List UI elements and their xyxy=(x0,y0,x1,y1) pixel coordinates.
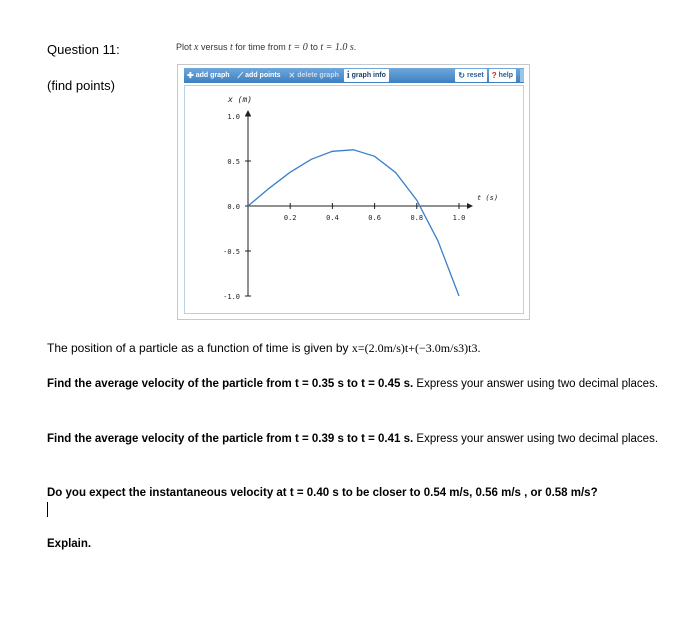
x-axis-arrow-icon xyxy=(467,203,473,209)
x-axis-label: t (s) xyxy=(477,194,499,202)
help-label: help xyxy=(498,72,513,79)
position-time-graph xyxy=(185,86,523,313)
add-points-button[interactable] xyxy=(235,69,284,82)
q1-rest: Express your answer using two decimal places. xyxy=(413,378,659,390)
y-tick-label: 1.0 xyxy=(227,113,240,121)
add-graph-button[interactable] xyxy=(184,69,233,82)
reset-button[interactable] xyxy=(455,69,486,82)
help-icon: ? xyxy=(491,71,497,80)
info-icon: i xyxy=(346,70,350,81)
q1-bold: Find the average velocity of the particle from t = 0.35 s to t = 0.45 s. xyxy=(47,378,414,390)
prompt-expr1: t = 0 xyxy=(288,42,308,53)
prompt-mid3: to xyxy=(307,42,321,52)
x-tick-label: 0.6 xyxy=(368,214,381,222)
graph-prompt xyxy=(176,42,356,53)
question-title: Question 11: xyxy=(47,42,120,57)
y-tick-label: 0.5 xyxy=(227,158,240,166)
help-button[interactable] xyxy=(489,69,516,82)
reset-icon: ↻ xyxy=(458,71,465,80)
prompt-t: t xyxy=(229,42,233,53)
position-equation: x=(2.0m/s)t+(−3.0m/s3)t3. xyxy=(351,341,481,355)
question-subtitle: (find points) xyxy=(47,78,115,93)
delete-icon: ✕ xyxy=(288,71,296,80)
x-tick-label: 0.8 xyxy=(410,214,424,222)
position-curve xyxy=(248,150,459,296)
q2-rest: Express your answer using two decimal places. xyxy=(413,433,659,445)
toolbar-grip-icon[interactable] xyxy=(520,69,524,82)
toolbar-right-group xyxy=(455,69,524,82)
plus-icon: ✚ xyxy=(187,71,194,80)
graph-info-label: graph info xyxy=(351,72,386,79)
question-part-3 xyxy=(47,486,667,501)
x-tick-label: 0.4 xyxy=(326,214,339,222)
add-graph-label: add graph xyxy=(195,72,230,79)
prompt-expr2: t = 1.0 s xyxy=(320,42,354,53)
add-points-label: add points xyxy=(245,72,281,79)
plot-area[interactable] xyxy=(184,85,524,314)
prompt-var: x xyxy=(194,42,199,53)
question-part-2 xyxy=(47,432,667,447)
explain-label: Explain. xyxy=(47,538,92,550)
x-tick-label: 1.0 xyxy=(452,214,466,222)
y-axis-label: x (m) xyxy=(228,95,253,104)
problem-statement xyxy=(47,341,480,356)
q2-bold: Find the average velocity of the particle from t = 0.39 s to t = 0.41 s. xyxy=(47,433,414,445)
text-cursor xyxy=(47,502,48,517)
y-tick-label: -1.0 xyxy=(223,293,240,301)
graph-widget xyxy=(177,64,530,320)
prompt-pre: Plot xyxy=(176,42,195,52)
line-chart-icon: ⟋ xyxy=(237,70,244,80)
reset-label: reset xyxy=(466,72,484,79)
graph-toolbar xyxy=(184,68,524,83)
delete-graph-label: delete graph xyxy=(297,72,339,79)
y-axis-arrow-icon xyxy=(245,110,251,116)
prompt-mid: versus xyxy=(198,42,230,52)
statement-text: The position of a particle as a function of time is given by xyxy=(47,341,352,355)
y-tick-label: 0.0 xyxy=(227,203,240,211)
prompt-mid2: for time from xyxy=(232,42,289,52)
question-part-1 xyxy=(47,377,667,392)
delete-graph-button[interactable] xyxy=(286,69,342,82)
prompt-post: . xyxy=(353,42,357,52)
q3-text: Do you expect the instantaneous velocity at t = 0.40 s to be closer to 0.54 m/s, 0.56 m/s , or 0.58 m/s? xyxy=(47,487,598,499)
graph-info-button[interactable] xyxy=(344,69,389,82)
x-tick-label: 0.2 xyxy=(283,214,297,222)
y-tick-label: -0.5 xyxy=(223,248,240,256)
